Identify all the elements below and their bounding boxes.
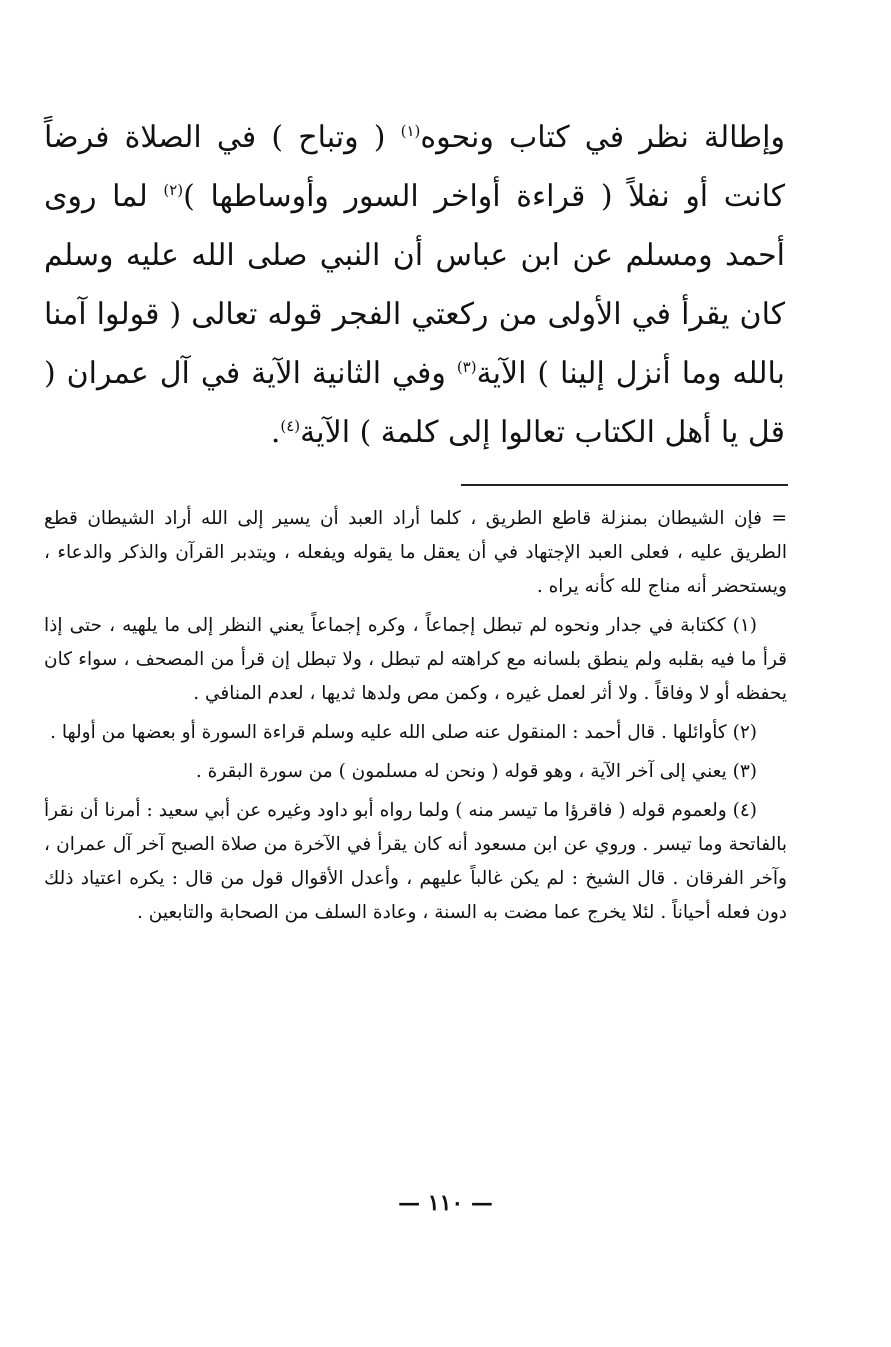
main-text-segment: . bbox=[270, 415, 281, 450]
footnote-3: (٣) يعني إلى آخر الآية ، وهو قوله ( ونحن له مسلمون ) من سورة البقرة . bbox=[195, 761, 757, 782]
page-number: — ١١٠ — bbox=[398, 1190, 493, 1216]
footnote-continuation: = فإن الشيطان بمنزلة قاطع الطريق ، كلما أراد العبد أن يسير إلى الله أراد الشيطان قطع الطريق عليه ، فعلى العبد الإجتهاد في أن يعقل ما يقوله ويفعله ، ويتدبر القرآن والذكر والدعاء ، ويستحضر أنه مناج لله كأنه يراه . bbox=[44, 508, 787, 597]
footnote-1: (١) ككتابة في جدار ونحوه لم تبطل إجماعاً ، وكره إجماعاً يعني النظر إلى ما يلهيه ، حتى إذا قرأ ما فيه بقلبه ولم ينطق بلسانه مع كراهته لم تبطل ، ولا تبطل إن قرأ من المصحف ، سواء كان يحفظه أو لا وفاقاً . ولا أثر لعمل غيره ، وكمن مص ولدها ثديها ، لعدم المنافي . bbox=[44, 615, 787, 704]
footnote-separator-line bbox=[461, 484, 788, 486]
main-body-text bbox=[44, 108, 785, 462]
footnote-ref-3: (٣) bbox=[456, 358, 477, 376]
footnote-4: (٤) ولعموم قوله ( فاقرؤا ما تيسر منه ) ولما رواه أبو داود وغيره عن أبي سعيد : أمرنا أن نقرأ بالفاتحة وما تيسر . وروي عن ابن مسعود أنه كان يقرأ في الآخرة من صلاة الصبح آخر آل عمران ، وآخر الفرقان . قال الشيخ : لم يكن غالباً عليهم ، وأعدل الأقوال قول من قال : يكره اعتياد ذلك دون فعله أحياناً . لئلا يخرج عما مضت به السنة ، وعادة السلف من الصحابة والتابعين . bbox=[44, 800, 787, 923]
main-text-segment: وفي الثانية الآية في آل عمران ( قل يا أهل الكتاب تعالوا إلى كلمة ) الآية bbox=[44, 356, 785, 450]
footnote-ref-2: (٢) bbox=[163, 181, 184, 199]
main-text-segment: ( وتباح ) في الصلاة فرضاً كانت أو نفلاً ( قراءة أواخر السور وأوساطها ) bbox=[44, 120, 786, 214]
main-text-segment: لما روى أحمد ومسلم عن ابن عباس أن النبي صلى الله عليه وسلم كان يقرأ في الأولى من ركعتي الفجر قوله تعالى ( قولوا آمنا بالله وما أنزل إلينا ) الآية bbox=[44, 179, 785, 391]
footnotes-section bbox=[44, 502, 787, 935]
footnote-ref-1: (١) bbox=[400, 122, 421, 140]
footnote-2: (٢) كأوائلها . قال أحمد : المنقول عنه صلى الله عليه وسلم قراءة السورة أو بعضها من أولها . bbox=[50, 722, 757, 743]
footnote-ref-4: (٤) bbox=[280, 417, 301, 435]
main-text-segment: وإطالة نظر في كتاب ونحوه bbox=[420, 120, 786, 155]
